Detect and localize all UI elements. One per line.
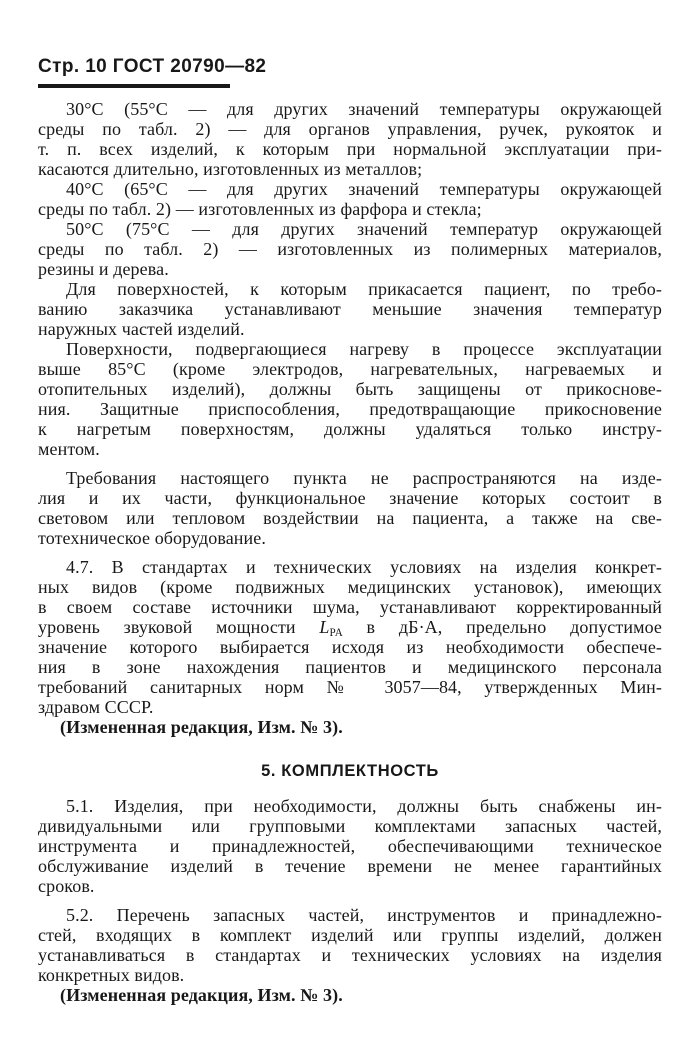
paragraph-line: сроков. bbox=[38, 876, 95, 896]
paragraph bbox=[38, 219, 662, 279]
paragraph-line: 4.7. В стандартах и технических условиях на изделия конкрет- bbox=[66, 557, 662, 577]
paragraph-line: касаются длительно, изготовленных из металлов; bbox=[38, 159, 423, 179]
paragraph-line: ния в зоне нахождения пациентов и медицинского персонала bbox=[38, 657, 662, 677]
paragraph-line: к нагретым поверхностям, должны удаляться только инстру- bbox=[38, 419, 662, 439]
paragraph-line: дивидуальными или групповыми комплектами запасных частей, bbox=[38, 816, 662, 836]
paragraph-line: значение которого выбирается исходя из необходимости обеспече- bbox=[38, 637, 662, 657]
document-body bbox=[38, 99, 662, 1005]
paragraph-line: т. п. всех изделий, к которым при нормальной эксплуатации при- bbox=[38, 139, 662, 159]
paragraph bbox=[38, 179, 662, 219]
paragraph-line: ных видов (кроме подвижных медицинских установок), имеющих bbox=[38, 577, 662, 597]
paragraph-line: Для поверхностей, к которым прикасается пациент, по требо- bbox=[66, 279, 662, 299]
paragraph-line: 5.2. Перечень запасных частей, инструментов и принадлежно- bbox=[66, 905, 662, 925]
paragraph-line: здравом СССР. bbox=[38, 697, 154, 717]
paragraph-line: Поверхности, подвергающиеся нагреву в процессе эксплуатации bbox=[66, 339, 662, 359]
paragraph bbox=[38, 279, 662, 339]
paragraph-line: среды по табл. 2) — изготовленных из полимерных материалов, bbox=[38, 239, 662, 259]
paragraph-line: обслуживание изделий в течение времени не менее гарантийных bbox=[38, 856, 662, 876]
paragraph-line: среды по табл. 2) — для органов управления, ручек, рукояток и bbox=[38, 119, 662, 139]
paragraph-line: требований санитарных норм № 3057—84, утвержденных Мин- bbox=[38, 677, 662, 697]
page-header-rule bbox=[38, 84, 230, 88]
section-heading: 5. КОМПЛЕКТНОСТЬ bbox=[261, 762, 439, 780]
paragraph-line: лия и их части, функциональное значение которых состоит в bbox=[38, 488, 662, 508]
paragraph bbox=[38, 557, 662, 717]
paragraph-line: инструмента и принадлежностей, обеспечивающими техническое bbox=[38, 836, 662, 856]
paragraph bbox=[38, 468, 662, 548]
page-header: Стр. 10 ГОСТ 20790—82 bbox=[38, 56, 267, 77]
paragraph-line: тотехническое оборудование. bbox=[38, 528, 266, 548]
paragraph bbox=[38, 99, 662, 179]
paragraph bbox=[38, 796, 662, 896]
paragraph-line: отопительных изделий), должны быть защищены от прикоснове- bbox=[38, 379, 662, 399]
paragraph-line: стей, входящих в комплект изделий или группы изделий, должен bbox=[38, 925, 662, 945]
paragraph-line: 50°С (75°С — для других значений температур окружающей bbox=[66, 219, 662, 239]
paragraph-line: 30°С (55°С — для других значений температуры окружающей bbox=[66, 99, 662, 119]
paragraph-line: 40°С (65°С — для других значений температуры окружающей bbox=[66, 179, 662, 199]
paragraph-line: ния. Защитные приспособления, предотвращающие прикосновение bbox=[38, 399, 662, 419]
paragraph-line: резины и дерева. bbox=[38, 259, 169, 279]
paragraph-line: среды по табл. 2) — изготовленных из фарфора и стекла; bbox=[38, 199, 482, 219]
paragraph-line: устанавливаться в стандартах и технических условиях на изделия bbox=[38, 945, 662, 965]
paragraph-line: наружных частей изделий. bbox=[38, 319, 245, 339]
paragraph bbox=[38, 339, 662, 459]
paragraph-line: световом или тепловом воздействии на пациента, а также на све- bbox=[38, 508, 662, 528]
paragraph-line: конкретных видов. bbox=[38, 965, 185, 985]
paragraph-line: Требования настоящего пункта не распространяются на изде- bbox=[66, 468, 662, 488]
paragraph-line: ванию заказчика устанавливают меньшие значения температур bbox=[38, 299, 662, 319]
paragraph-line: в своем составе источники шума, устанавливают корректированный bbox=[38, 597, 662, 617]
revision-note: (Измененная редакция, Изм. № 3). bbox=[60, 717, 343, 737]
revision-note: (Измененная редакция, Изм. № 3). bbox=[60, 985, 343, 1005]
paragraph-line: уровень звуковой мощности $L_{PA}$ в дБ·А, предельно допустимое bbox=[38, 617, 662, 639]
paragraph-line: выше 85°С (кроме электродов, нагревательных, нагреваемых и bbox=[38, 359, 662, 379]
paragraph bbox=[38, 905, 662, 985]
paragraph-line: 5.1. Изделия, при необходимости, должны быть снабжены ин- bbox=[66, 796, 662, 816]
paragraph-line: ментом. bbox=[38, 439, 100, 459]
